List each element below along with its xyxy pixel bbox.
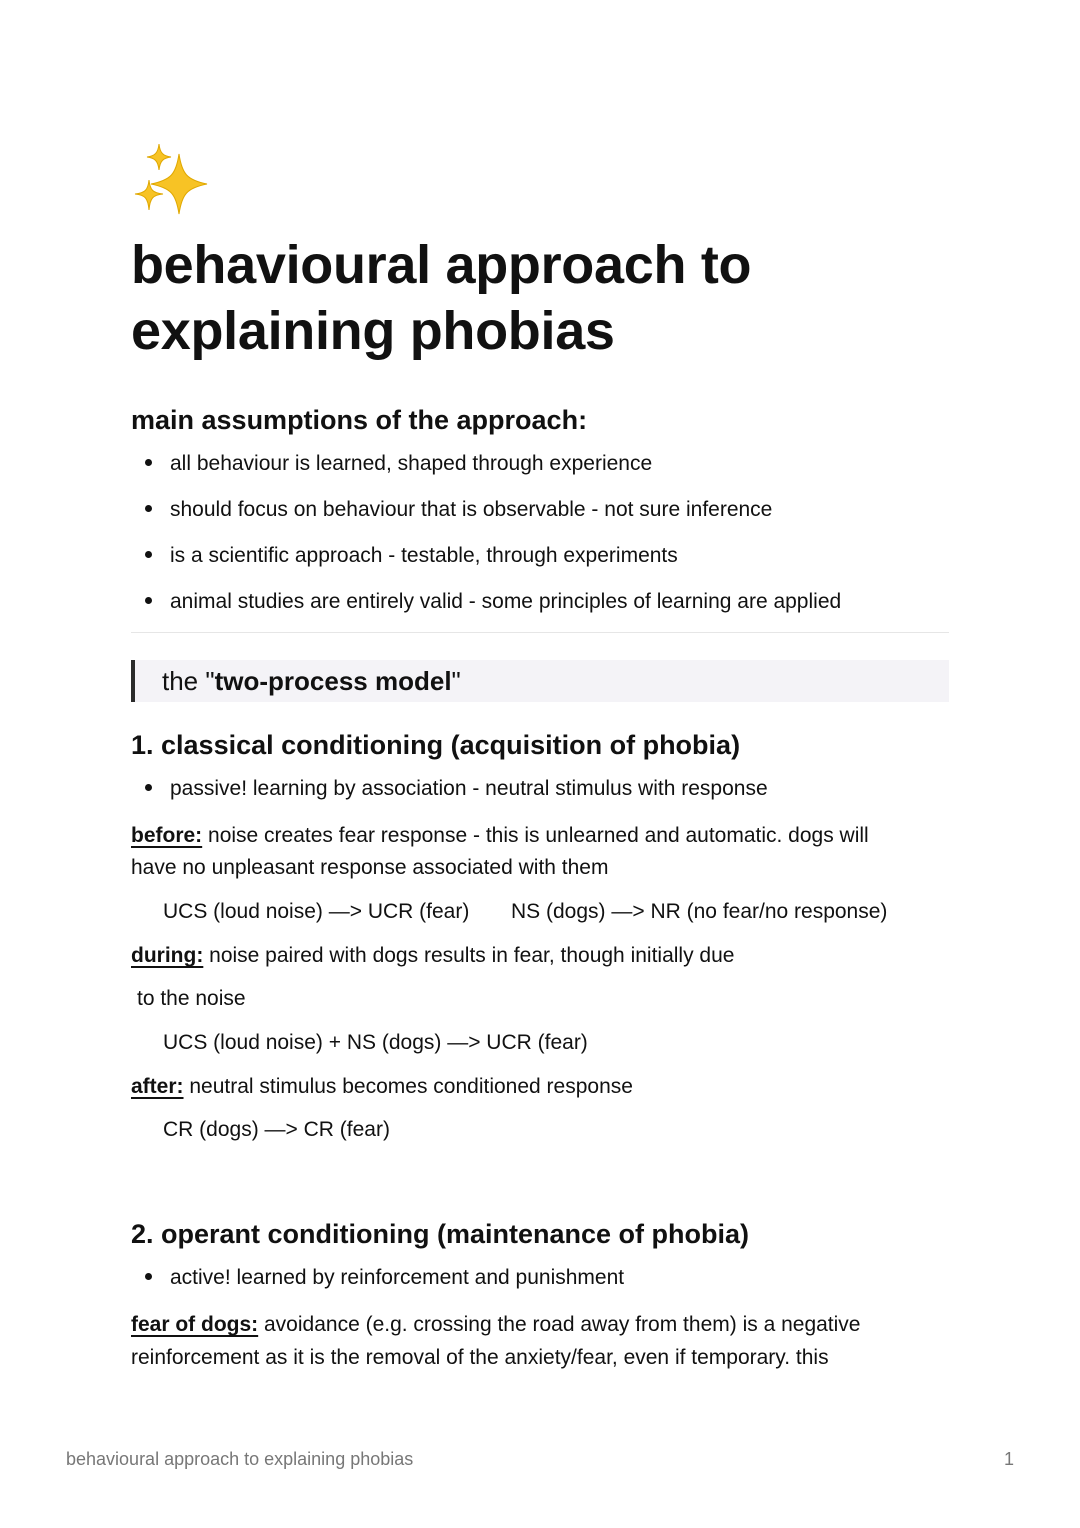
bullet-icon — [145, 551, 152, 558]
bullet-icon — [145, 505, 152, 512]
during-paragraph: during: noise paired with dogs results in fear, though initially due — [131, 944, 735, 967]
list-item: is a scientific approach - testable, through experiments — [145, 540, 678, 572]
bullet-icon — [145, 1273, 152, 1280]
list-item: passive! learning by association - neutral stimulus with response — [145, 773, 768, 805]
sparkles-icon — [131, 140, 211, 218]
list-item: should focus on behaviour that is observable - not sure inference — [145, 494, 772, 526]
formula: UCS (loud noise) —> UCR (fear) — [163, 900, 470, 923]
before-paragraph-cont: have no unpleasant response associated with them — [131, 856, 609, 879]
footer-title: behavioural approach to explaining phobias — [66, 1449, 414, 1469]
page-title — [131, 232, 751, 364]
list-item: active! learned by reinforcement and punishment — [145, 1262, 624, 1294]
bullet-icon — [145, 784, 152, 791]
formula: CR (dogs) —> CR (fear) — [163, 1118, 390, 1141]
formula: UCS (loud noise) + NS (dogs) —> UCR (fear) — [163, 1031, 588, 1054]
bullet-icon — [145, 597, 152, 604]
divider — [131, 632, 949, 633]
list-item: animal studies are entirely valid - some principles of learning are applied — [145, 586, 841, 618]
page-number: 1 — [1003, 1449, 1014, 1469]
fear-paragraph: fear of dogs: avoidance (e.g. crossing the road away from them) is a negative — [131, 1313, 861, 1336]
operant-heading: 2. operant conditioning (maintenance of phobia) — [131, 1219, 750, 1249]
after-paragraph: after: neutral stimulus becomes conditioned response — [131, 1075, 633, 1098]
fear-paragraph-cont: reinforcement as it is the removal of the anxiety/fear, even if temporary. this — [131, 1346, 829, 1369]
bullet-icon — [145, 459, 152, 466]
title-line: behavioural approach to — [131, 235, 752, 295]
before-paragraph: before: noise creates fear response - this is unlearned and automatic. dogs will — [131, 824, 869, 847]
during-paragraph-cont: to the noise — [137, 987, 246, 1010]
quote-callout: the "two-process model" — [131, 660, 949, 702]
classical-heading: 1. classical conditioning (acquisition of phobia) — [131, 730, 741, 760]
formula: NS (dogs) —> NR (no fear/no response) — [511, 900, 888, 923]
title-line: explaining phobias — [131, 301, 615, 361]
assumptions-heading: main assumptions of the approach: — [131, 405, 588, 435]
list-item: all behaviour is learned, shaped through experience — [145, 448, 652, 480]
